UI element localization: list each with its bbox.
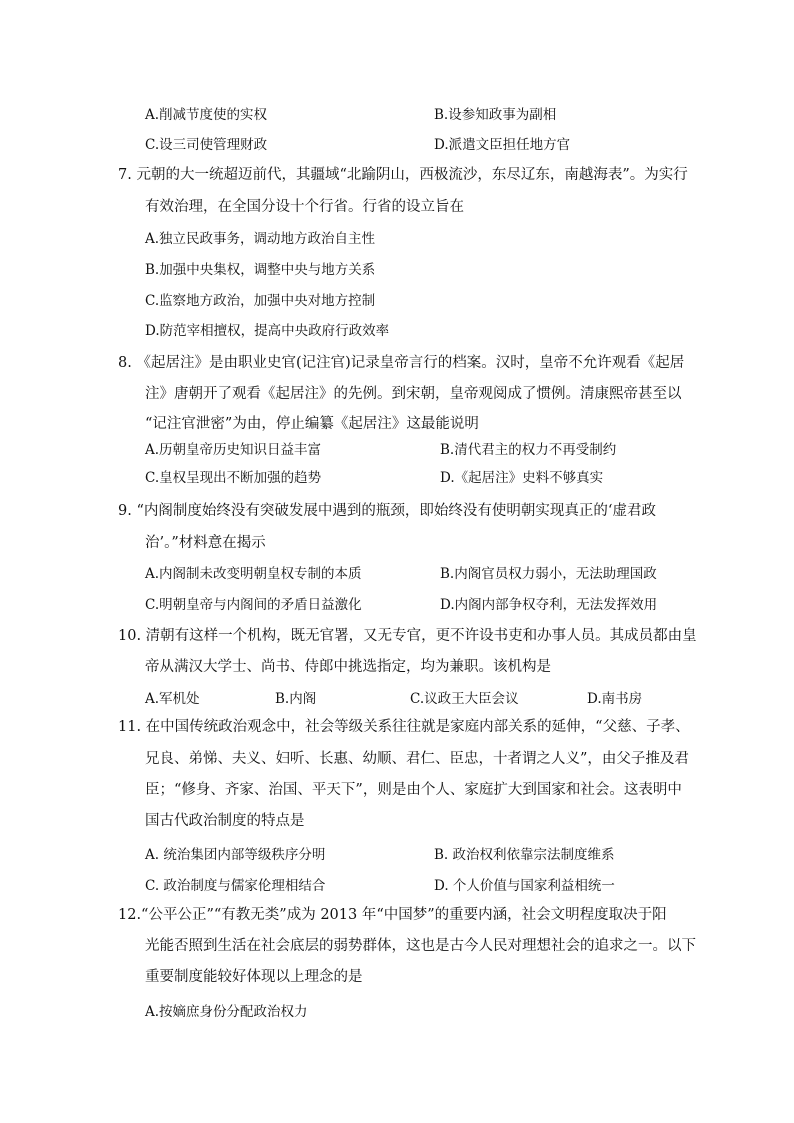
q9-option-b: B.内阁官员权力弱小，无法助理国政 <box>440 566 657 582</box>
q7-stem-line-2: 有效治理，在全国分设十个行省。行省的设立旨在 <box>145 199 464 215</box>
q6-option-d: D.派遣文臣担任地方官 <box>434 137 571 153</box>
q7-option-d: D.防范宰相擅权，提高中央政府行政效率 <box>145 323 390 339</box>
q11-stem-line-3: 臣；“修身、齐家、治国、平天下”，则是由个人、家庭扩大到国家和社会。这表明中 <box>145 782 682 798</box>
q9-option-d: D.内阁内部争权夺利，无法发挥效用 <box>440 597 658 613</box>
q11-stem-line-2: 兄良、弟悌、夫义、妇听、长惠、幼顺、君仁、臣忠，十者谓之人义”，由父子推及君 <box>145 751 689 767</box>
q8-option-c: C.皇权呈现出不断加强的趋势 <box>145 470 322 486</box>
q8-option-d: D.《起居注》史料不够真实 <box>440 470 604 486</box>
q6-option-c: C.设三司使管理财政 <box>145 137 268 153</box>
q9-stem-line-1: 9. “内阁制度始终没有突破发展中遇到的瓶颈，即始终没有使明朝实现真正的‘虚君政 <box>118 503 656 519</box>
q10-option-d: D.南书房 <box>587 691 643 707</box>
q6-option-b: B.设参知政事为副相 <box>434 107 557 123</box>
q10-option-a: A.军机处 <box>145 691 200 707</box>
q11-option-d: D. 个人价值与国家利益相统一 <box>434 878 615 894</box>
q10-stem-line-2: 帝从满汉大学士、尚书、侍郎中挑选指定，均为兼职。该机构是 <box>145 659 551 675</box>
q8-stem-line-3: “记注官泄密”为由，停止编纂《起居注》这最能说明 <box>145 416 479 432</box>
q10-option-c: C.议政王大臣会议 <box>410 691 519 707</box>
q10-option-b: B.内阁 <box>275 691 317 707</box>
q7-option-a: A.独立民政事务，调动地方政治自主性 <box>145 231 376 247</box>
q6-option-a: A.削减节度使的实权 <box>145 107 268 123</box>
q11-stem-line-1: 11. 在中国传统政治观念中，社会等级关系往往就是家庭内部关系的延伸，“父慈、子孝、 <box>118 719 690 735</box>
q9-option-a: A.内阁制未改变明朝皇权专制的本质 <box>145 566 362 582</box>
q11-option-a: A. 统治集团内部等级秩序分明 <box>145 847 326 863</box>
q8-option-b: B.清代君主的权力不再受制约 <box>440 442 617 458</box>
q12-stem-line-2: 光能否照到生活在社会底层的弱势群体，这也是古今人民对理想社会的追求之一。以下 <box>145 938 696 954</box>
q9-option-c: C.明朝皇帝与内阁间的矛盾日益激化 <box>145 597 362 613</box>
q11-stem-line-4: 国古代政治制度的特点是 <box>145 813 305 829</box>
q8-stem-line-2: 注》唐朝开了观看《起居注》的先例。到宋朝，皇帝观阅成了惯例。清康熙帝甚至以 <box>145 386 682 402</box>
q12-option-a: A.按嫡庶身份分配政治权力 <box>145 1004 308 1020</box>
q12-stem-line-3: 重要制度能较好体现以上理念的是 <box>145 969 363 985</box>
q8-stem-line-1: 8. 《起居注》是由职业史官(记注官)记录皇帝言行的档案。汉时，皇帝不允许观看《起居 <box>118 355 685 371</box>
q12-stem-line-1: 12.“公平公正”“有教无类”成为 2013 年“中国梦”的重要内涵，社会文明程度取决于阳 <box>118 907 667 923</box>
q7-option-c: C.监察地方政治，加强中央对地方控制 <box>145 293 376 309</box>
q7-option-b: B.加强中央集权，调整中央与地方关系 <box>145 262 376 278</box>
q10-stem-line-1: 10. 清朝有这样一个机构，既无官署，又无专官，更不许设书吏和办事人员。其成员都由皇 <box>118 628 697 644</box>
q11-option-c: C. 政治制度与儒家伦理相结合 <box>145 878 326 894</box>
q7-stem-line-1: 7. 元朝的大一统超迈前代，其疆域“北踰阴山，西极流沙，东尽辽东，南越海表”。为实行 <box>118 167 688 183</box>
q8-option-a: A.历朝皇帝历史知识日益丰富 <box>145 442 322 458</box>
q9-stem-line-2: 治’。”材料意在揭示 <box>145 535 266 551</box>
q11-option-b: B. 政治权利依靠宗法制度维系 <box>434 847 615 863</box>
